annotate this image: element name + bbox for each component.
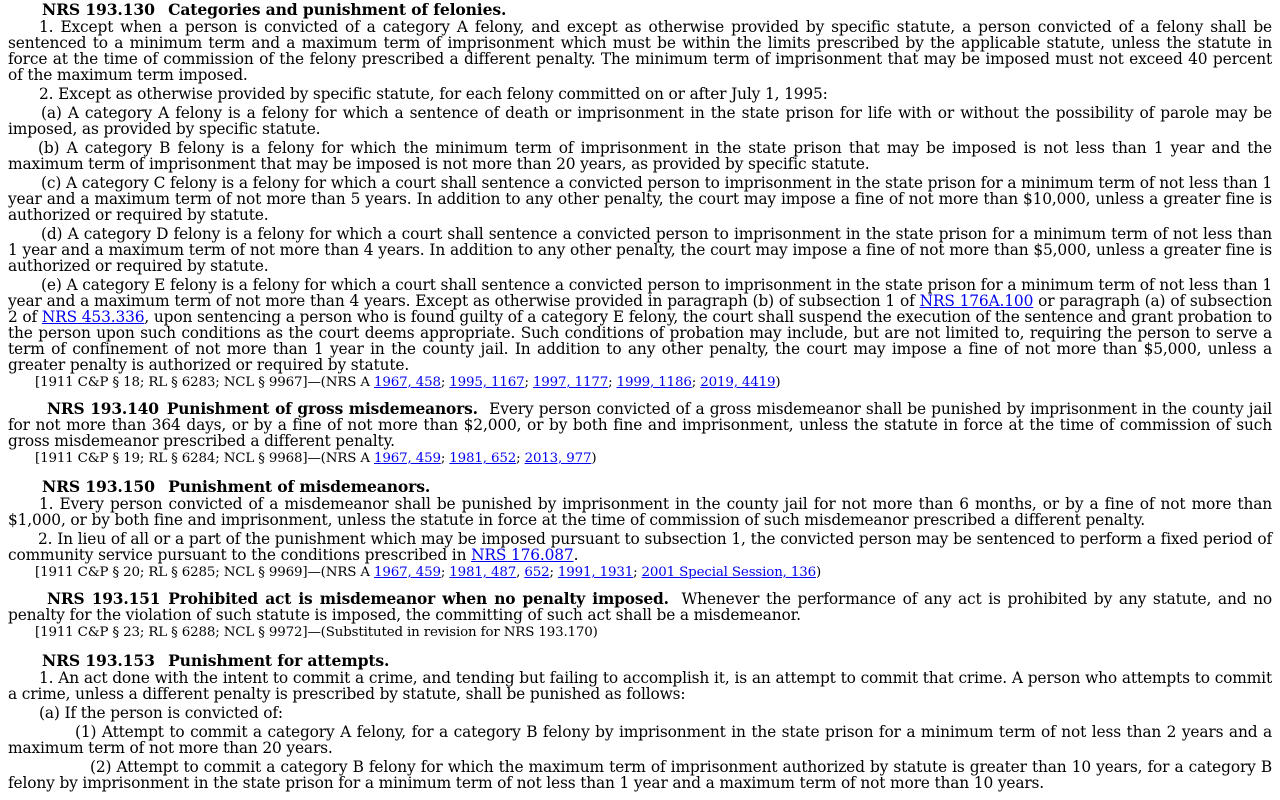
paragraph-e-text-2: or paragraph (a) of subsection 2 of — [8, 292, 1272, 326]
section-title: Prohibited act is misdemeanor when no penalty imposed. — [168, 590, 669, 608]
history-prefix: [1911 C&P § 18; RL § 6283; NCL § 9967]—(NRS A — [35, 375, 375, 390]
paragraph-e — [8, 277, 1272, 373]
history-suffix: ) — [816, 565, 822, 580]
history-suffix: ) — [591, 451, 597, 466]
history-suffix: ) — [775, 375, 781, 390]
history-link[interactable]: 652 — [524, 565, 550, 580]
section-number: NRS 193.150 — [42, 477, 155, 496]
history-link[interactable]: 1991, 1931 — [557, 565, 634, 580]
section-title: Punishment of misdemeanors. — [168, 477, 431, 496]
subsection-2-text: 2. In lieu of all or a part of the punishment which may be imposed pursuant to subsection 1, the convicted person may be sentenced to perform a fixed period of community service pursuant to the conditions prescribed in — [8, 530, 1272, 564]
paragraph-c: (c) A category C felony is a felony for which a court shall sentence a convicted person to imprisonment in the state prison for a minimum term of not less than 1 year and a maximum term of not more than 5 years. In addition to any other penalty, the court may impose a fine of not more than $10,000, unless a greater fine is authorized or required by statute. — [8, 174, 1272, 224]
section-number: NRS 193.153 — [42, 651, 155, 670]
paragraph-d: (d) A category D felony is a felony for which a court shall sentence a convicted person to imprisonment in the state prison for a minimum term of not less than 1 year and a maximum term of not more than 4 years. In addition to any other penalty, the court may impose a fine of not more than $5,000, unless a greater fine is authorized or required by statute. — [8, 225, 1272, 275]
section-title: Punishment for attempts. — [168, 651, 390, 670]
section-193-151 — [8, 591, 1272, 623]
section-text: Every person convicted of a gross misdemeanor shall be punished by imprisonment in the county jail for not more than 364 days, or by a fine of not more than $2,000, or by both fine and imprisonment, unless the statute in force at the time of commission of such gross misdemeanor prescribed a different penalty. — [8, 400, 1272, 450]
section-heading-193-130 — [8, 0, 1272, 19]
link-nrs-176-087[interactable]: NRS 176.087 — [471, 546, 574, 564]
history-link[interactable]: 1995, 1167 — [449, 375, 525, 390]
paragraph-b: (b) A category B felony is a felony for which the minimum term of imprisonment in the state prison that may be imposed is not less than 1 year and the maximum term of imprisonment that may be imposed is not more than 20 years, as provided by specific statute. — [8, 139, 1272, 173]
history-link[interactable]: 2001 Special Session, 136 — [641, 565, 816, 580]
history-link[interactable]: 1999, 1186 — [616, 375, 692, 390]
history-note-193-130: [1911 C&P § 18; RL § 6283; NCL § 9967]—(NRS A 1967, 458; 1995, 1167; 1997, 1177; 1999, 1186; 2019, 4419) — [35, 375, 781, 390]
history-link[interactable]: 1967, 458 — [374, 375, 441, 390]
history-note-193-140: [1911 C&P § 19; RL § 6284; NCL § 9968]—(NRS A 1967, 459; 1981, 652; 2013, 977) — [35, 451, 597, 466]
section-text: Whenever the performance of any act is prohibited by any statute, and no penalty for the violation of such statute is imposed, the committing of such act shall be a misdemeanor. — [8, 590, 1272, 624]
section-heading-193-150 — [8, 477, 1272, 496]
history-link[interactable]: 1997, 1177 — [532, 375, 609, 390]
paragraph-e-text-1: (e) A category E felony is a felony for which a court shall sentence a convicted person to imprisonment in the state prison for a minimum term of not less than 1 year and a maximum term of not more than 4 years. Except as otherwise provided in paragraph (b) of subsection 1 of — [8, 276, 1272, 310]
paragraph-a: (a) If the person is convicted of: — [39, 704, 283, 722]
section-title: Punishment of gross misdemeanors. — [166, 400, 478, 418]
link-nrs-453-336[interactable]: NRS 453.336 — [41, 308, 145, 326]
subsection-1: 1. Every person convicted of a misdemeanor shall be punished by imprisonment in the county jail for not more than 6 months, or by a fine of not more than $1,000, or by both fine and imprisonment, unless the statute in force at the time of commission of such misdemeanor prescribed a different penalty. — [8, 495, 1272, 529]
section-heading-193-153 — [8, 651, 1272, 670]
history-note-193-150: [1911 C&P § 20; RL § 6285; NCL § 9969]—(NRS A 1967, 459; 1981, 487, 652; 1991, 1931; 2001 Special Session, 136) — [35, 565, 822, 580]
history-link[interactable]: 2013, 977 — [524, 451, 592, 466]
subsection-1: 1. An act done with the intent to commit a crime, and tending but failing to accomplish it, is an attempt to commit that crime. A person who attempts to commit a crime, unless a different penalty is prescribed by statute, shall be punished as follows: — [8, 669, 1272, 703]
paragraph-e-text-3: , upon sentencing a person who is found guilty of a category E felony, the court shall suspend the execution of the sentence and grant probation to the person upon such conditions as the court deems appropriate. Such conditions of probation may include, but are not limited to, requiring the person to serve a term of confinement of not more than 1 year in the county jail. In addition to any other penalty, the court may impose a fine of not more than $5,000, unless a greater penalty is authorized or required by statute. — [8, 308, 1272, 374]
section-193-140 — [8, 401, 1272, 449]
history-link[interactable]: 1981, 487 — [449, 565, 517, 580]
history-link[interactable]: 2019, 4419 — [700, 375, 776, 390]
section-number: NRS 193.151 — [47, 590, 161, 608]
history-link[interactable]: 1967, 459 — [374, 565, 441, 580]
history-prefix: [1911 C&P § 19; RL § 6284; NCL § 9968]—(NRS A — [35, 451, 375, 466]
subsection-2: 2. Except as otherwise provided by specific statute, for each felony committed on or after July 1, 1995: — [39, 85, 828, 103]
history-prefix: [1911 C&P § 20; RL § 6285; NCL § 9969]—(NRS A — [35, 565, 375, 580]
history-link[interactable]: 1967, 459 — [374, 451, 441, 466]
section-number: NRS 193.140 — [47, 400, 159, 418]
history-link[interactable]: 1981, 652 — [449, 451, 517, 466]
subparagraph-2: (2) Attempt to commit a category B felony for which the maximum term of imprisonment authorized by statute is greater than 10 years, for a category B felony by imprisonment in the state prison for a minimum term of not less than 1 year and a maximum term of not more than 10 years. — [8, 758, 1272, 792]
link-nrs-176a-100[interactable]: NRS 176A.100 — [919, 292, 1034, 310]
subsection-2 — [8, 531, 1272, 563]
section-title: Categories and punishment of felonies. — [168, 0, 507, 19]
period: . — [573, 546, 579, 564]
history-note-193-151: [1911 C&P § 23; RL § 6288; NCL § 9972]—(Substituted in revision for NRS 193.170) — [35, 625, 598, 640]
subsection-1: 1. Except when a person is convicted of a category A felony, and except as otherwise provided by specific statute, a person convicted of a felony shall be sentenced to a minimum term and a maximum term of imprisonment which must be within the limits prescribed by the applicable statute, unless the statute in force at the time of commission of the felony prescribed a different penalty. The minimum term of imprisonment that may be imposed must not exceed 40 percent of the maximum term imposed. — [8, 18, 1272, 84]
section-number: NRS 193.130 — [42, 0, 155, 19]
subparagraph-1: (1) Attempt to commit a category A felony, for a category B felony by imprisonment in the state prison for a minimum term of not less than 2 years and a maximum term of not more than 20 years. — [8, 723, 1272, 757]
paragraph-a: (a) A category A felony is a felony for which a sentence of death or imprisonment in the state prison for life with or without the possibility of parole may be imposed, as provided by specific statute. — [8, 104, 1272, 138]
